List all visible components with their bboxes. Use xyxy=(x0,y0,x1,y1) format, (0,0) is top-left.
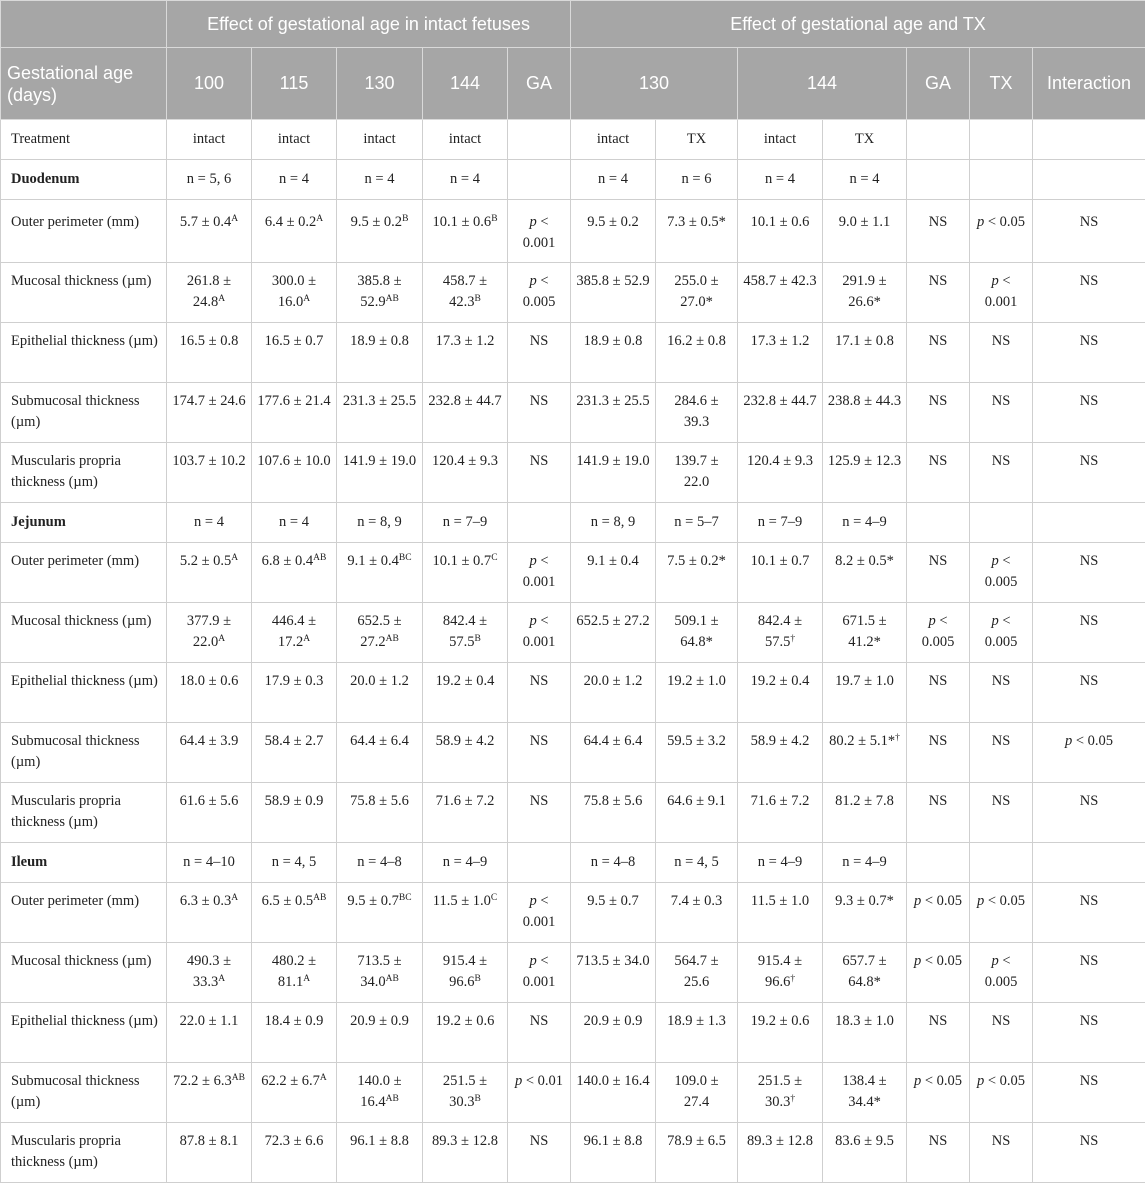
row-label: Treatment xyxy=(1,120,167,160)
table-cell: 107.6 ± 10.0 xyxy=(252,443,337,503)
table-cell: n = 7–9 xyxy=(738,503,823,543)
table-cell: n = 4 xyxy=(252,160,337,200)
table-cell: NS xyxy=(1033,1063,1145,1123)
table-cell: NS xyxy=(907,263,970,323)
table-cell: p < 0.001 xyxy=(508,883,571,943)
row-label: Submucosal thickness (µm) xyxy=(1,383,167,443)
table-cell: 20.9 ± 0.9 xyxy=(337,1003,423,1063)
table-cell: NS xyxy=(970,1123,1033,1183)
table-cell: NS xyxy=(970,723,1033,783)
table-cell: TX xyxy=(823,120,907,160)
table-cell: 81.2 ± 7.8 xyxy=(823,783,907,843)
table-cell xyxy=(907,843,970,883)
table-row xyxy=(1,503,1145,543)
table-cell: 231.3 ± 25.5 xyxy=(571,383,656,443)
table-cell: 89.3 ± 12.8 xyxy=(738,1123,823,1183)
table-row xyxy=(1,160,1145,200)
table-cell: n = 5, 6 xyxy=(167,160,252,200)
table-cell: 7.3 ± 0.5* xyxy=(656,200,738,263)
table-cell: n = 8, 9 xyxy=(337,503,423,543)
table-cell: 10.1 ± 0.6 xyxy=(738,200,823,263)
table-cell: 458.7 ± 42.3 xyxy=(738,263,823,323)
table-cell: $480.2 \pm 81.1^A$ xyxy=(252,943,337,1003)
row-label: Muscularis propria thickness (µm) xyxy=(1,1123,167,1183)
table-cell: NS xyxy=(907,1003,970,1063)
col-header-144-tx: 144 xyxy=(738,48,907,120)
table-cell: NS xyxy=(1033,200,1145,263)
table-cell: 71.6 ± 7.2 xyxy=(738,783,823,843)
table-cell: 19.2 ± 0.4 xyxy=(423,663,508,723)
table-body xyxy=(1,120,1145,1183)
table-cell: 174.7 ± 24.6 xyxy=(167,383,252,443)
table-cell: 8.2 ± 0.5* xyxy=(823,543,907,603)
table-cell: 385.8 ± 52.9 xyxy=(571,263,656,323)
table-cell: NS xyxy=(970,323,1033,383)
table-cell: NS xyxy=(508,323,571,383)
table-cell: 75.8 ± 5.6 xyxy=(337,783,423,843)
table-cell: n = 4–8 xyxy=(571,843,656,883)
table-cell: p < 0.05 xyxy=(907,883,970,943)
table-cell: NS xyxy=(1033,663,1145,723)
table-cell: 58.9 ± 0.9 xyxy=(252,783,337,843)
col-header-ga-tx: GA xyxy=(907,48,970,120)
table-cell: 71.6 ± 7.2 xyxy=(423,783,508,843)
table-cell: NS xyxy=(508,1123,571,1183)
col-header-interaction: Interaction xyxy=(1033,48,1145,120)
table-cell: n = 4, 5 xyxy=(252,843,337,883)
table-cell: 509.1 ± 64.8* xyxy=(656,603,738,663)
table-cell: $6.5 \pm 0.5^{AB}$ xyxy=(252,883,337,943)
table-cell: NS xyxy=(1033,603,1145,663)
table-cell: 18.9 ± 0.8 xyxy=(337,323,423,383)
table-cell: NS xyxy=(907,663,970,723)
table-cell: intact xyxy=(738,120,823,160)
row-label: Outer perimeter (mm) xyxy=(1,543,167,603)
table-cell: 19.2 ± 1.0 xyxy=(656,663,738,723)
table-cell: 671.5 ± 41.2* xyxy=(823,603,907,663)
table-cell: 78.9 ± 6.5 xyxy=(656,1123,738,1183)
table-cell xyxy=(508,503,571,543)
table-cell xyxy=(907,160,970,200)
table-cell xyxy=(1033,843,1145,883)
table-cell: 291.9 ± 26.6* xyxy=(823,263,907,323)
group-header-tx: Effect of gestational age and TX xyxy=(571,1,1145,48)
table-cell: 19.2 ± 0.4 xyxy=(738,663,823,723)
table-cell: 89.3 ± 12.8 xyxy=(423,1123,508,1183)
table-row xyxy=(1,443,1145,503)
col-header-115: 115 xyxy=(252,48,337,120)
table-cell: NS xyxy=(970,663,1033,723)
table-cell: p < 0.001 xyxy=(508,943,571,1003)
gestational-age-header: Gestational age (days) xyxy=(1,48,167,120)
row-label: Submucosal thickness (µm) xyxy=(1,723,167,783)
table-row xyxy=(1,603,1145,663)
row-label: Muscularis propria thickness (µm) xyxy=(1,443,167,503)
row-label: Muscularis propria thickness (µm) xyxy=(1,783,167,843)
table-cell: n = 4 xyxy=(252,503,337,543)
table-cell: 17.1 ± 0.8 xyxy=(823,323,907,383)
header-corner xyxy=(1,1,167,48)
table-cell: 58.9 ± 4.2 xyxy=(423,723,508,783)
table-cell: n = 4–9 xyxy=(823,503,907,543)
table-cell: NS xyxy=(907,323,970,383)
table-cell xyxy=(970,120,1033,160)
table-cell: $5.2 \pm 0.5^A$ xyxy=(167,543,252,603)
table-cell: p < 0.005 xyxy=(907,603,970,663)
table-cell: 17.3 ± 1.2 xyxy=(738,323,823,383)
table-cell: 9.5 ± 0.2 xyxy=(571,200,656,263)
table-cell: 80.2 ± 5.1*† xyxy=(823,723,907,783)
table-cell xyxy=(1033,503,1145,543)
table-cell: 103.7 ± 10.2 xyxy=(167,443,252,503)
table-cell: NS xyxy=(1033,943,1145,1003)
section-label: Jejunum xyxy=(1,503,167,543)
table-cell: intact xyxy=(423,120,508,160)
table-cell: n = 5–7 xyxy=(656,503,738,543)
table-cell: 177.6 ± 21.4 xyxy=(252,383,337,443)
table-cell: n = 4–9 xyxy=(738,843,823,883)
table-cell: 140.0 ± 16.4 xyxy=(571,1063,656,1123)
table-cell: $300.0 \pm 16.0^A$ xyxy=(252,263,337,323)
row-label: Epithelial thickness (µm) xyxy=(1,323,167,383)
table-cell: 120.4 ± 9.3 xyxy=(423,443,508,503)
table-cell: n = 4–8 xyxy=(337,843,423,883)
table-cell: n = 4 xyxy=(823,160,907,200)
table-cell: n = 4–10 xyxy=(167,843,252,883)
section-label: Ileum xyxy=(1,843,167,883)
table-cell: 18.9 ± 1.3 xyxy=(656,1003,738,1063)
table-cell: p < 0.05 xyxy=(970,1063,1033,1123)
table-cell: 96.1 ± 8.8 xyxy=(571,1123,656,1183)
table-row xyxy=(1,263,1145,323)
table-cell: $251.5 \pm 30.3^B$ xyxy=(423,1063,508,1123)
table-cell: 58.9 ± 4.2 xyxy=(738,723,823,783)
table-cell: p < 0.05 xyxy=(907,1063,970,1123)
table-cell: $72.2 \pm 6.3^{AB}$ xyxy=(167,1063,252,1123)
table-cell: NS xyxy=(508,723,571,783)
row-label: Epithelial thickness (µm) xyxy=(1,663,167,723)
table-header xyxy=(1,1,1145,120)
table-row xyxy=(1,200,1145,263)
table-cell: 657.7 ± 64.8* xyxy=(823,943,907,1003)
table-cell: 64.4 ± 6.4 xyxy=(337,723,423,783)
col-header-ga-intact: GA xyxy=(508,48,571,120)
table-cell: 20.0 ± 1.2 xyxy=(571,663,656,723)
table-cell: 9.3 ± 0.7* xyxy=(823,883,907,943)
table-cell: 17.9 ± 0.3 xyxy=(252,663,337,723)
table-cell: p < 0.005 xyxy=(970,603,1033,663)
table-cell: 915.4 ± 96.6† xyxy=(738,943,823,1003)
table-cell: $377.9 \pm 22.0^A$ xyxy=(167,603,252,663)
table-cell: $652.5 \pm 27.2^{AB}$ xyxy=(337,603,423,663)
table-cell: 255.0 ± 27.0* xyxy=(656,263,738,323)
table-cell: $9.5 \pm 0.2^B$ xyxy=(337,200,423,263)
table-cell: 87.8 ± 8.1 xyxy=(167,1123,252,1183)
table-cell: n = 6 xyxy=(656,160,738,200)
table-cell: p < 0.005 xyxy=(970,943,1033,1003)
table-cell: NS xyxy=(1033,883,1145,943)
table-cell: NS xyxy=(508,783,571,843)
table-cell: 20.9 ± 0.9 xyxy=(571,1003,656,1063)
table-cell: 61.6 ± 5.6 xyxy=(167,783,252,843)
table-cell: NS xyxy=(970,783,1033,843)
table-cell: NS xyxy=(970,1003,1033,1063)
table-cell: intact xyxy=(167,120,252,160)
table-cell: NS xyxy=(1033,543,1145,603)
table-row xyxy=(1,323,1145,383)
table-cell: 9.1 ± 0.4 xyxy=(571,543,656,603)
col-header-130-tx: 130 xyxy=(571,48,738,120)
table-cell: 11.5 ± 1.0 xyxy=(738,883,823,943)
table-cell: p < 0.05 xyxy=(907,943,970,1003)
table-cell: n = 8, 9 xyxy=(571,503,656,543)
table-cell: NS xyxy=(1033,783,1145,843)
table-cell: NS xyxy=(508,443,571,503)
table-cell: intact xyxy=(337,120,423,160)
table-cell: 7.5 ± 0.2* xyxy=(656,543,738,603)
table-cell: $9.5 \pm 0.7^{BC}$ xyxy=(337,883,423,943)
table-cell: 19.2 ± 0.6 xyxy=(423,1003,508,1063)
table-cell: 141.9 ± 19.0 xyxy=(571,443,656,503)
row-label: Mucosal thickness (µm) xyxy=(1,603,167,663)
table-cell: NS xyxy=(1033,443,1145,503)
table-cell: NS xyxy=(508,663,571,723)
table-cell: 18.4 ± 0.9 xyxy=(252,1003,337,1063)
table-row xyxy=(1,943,1145,1003)
table-row xyxy=(1,120,1145,160)
row-label: Epithelial thickness (µm) xyxy=(1,1003,167,1063)
table-cell: p < 0.05 xyxy=(1033,723,1145,783)
table-cell: 232.8 ± 44.7 xyxy=(738,383,823,443)
table-cell: 18.9 ± 0.8 xyxy=(571,323,656,383)
table-cell: 16.2 ± 0.8 xyxy=(656,323,738,383)
row-label: Mucosal thickness (µm) xyxy=(1,943,167,1003)
table-cell: $385.8 \pm 52.9^{AB}$ xyxy=(337,263,423,323)
table-cell: $62.2 \pm 6.7^A$ xyxy=(252,1063,337,1123)
table-cell: 83.6 ± 9.5 xyxy=(823,1123,907,1183)
table-cell: 19.7 ± 1.0 xyxy=(823,663,907,723)
table-cell: NS xyxy=(1033,1003,1145,1063)
table-cell: p < 0.005 xyxy=(508,263,571,323)
table-cell: 19.2 ± 0.6 xyxy=(738,1003,823,1063)
table-cell: n = 4, 5 xyxy=(656,843,738,883)
table-row xyxy=(1,1003,1145,1063)
table-cell: p < 0.05 xyxy=(970,883,1033,943)
table-cell: intact xyxy=(571,120,656,160)
table-cell: 139.7 ± 22.0 xyxy=(656,443,738,503)
table-cell: $10.1 \pm 0.6^B$ xyxy=(423,200,508,263)
table-cell: 64.6 ± 9.1 xyxy=(656,783,738,843)
table-cell: p < 0.05 xyxy=(970,200,1033,263)
table-cell: $490.3 \pm 33.3^A$ xyxy=(167,943,252,1003)
col-header-144: 144 xyxy=(423,48,508,120)
table-cell: $140.0 \pm 16.4^{AB}$ xyxy=(337,1063,423,1123)
table-cell xyxy=(508,160,571,200)
table-cell: NS xyxy=(907,783,970,843)
table-cell: 9.5 ± 0.7 xyxy=(571,883,656,943)
table-cell: 59.5 ± 3.2 xyxy=(656,723,738,783)
table-cell: $10.1 \pm 0.7^C$ xyxy=(423,543,508,603)
table-cell: 7.4 ± 0.3 xyxy=(656,883,738,943)
table-cell: NS xyxy=(907,723,970,783)
table-cell: TX xyxy=(656,120,738,160)
table-cell: NS xyxy=(508,1003,571,1063)
table-row xyxy=(1,543,1145,603)
row-label: Outer perimeter (mm) xyxy=(1,200,167,263)
table-cell: NS xyxy=(907,543,970,603)
table-cell xyxy=(508,120,571,160)
table-cell: 564.7 ± 25.6 xyxy=(656,943,738,1003)
table-cell: n = 4 xyxy=(738,160,823,200)
table-cell: NS xyxy=(1033,323,1145,383)
table-cell xyxy=(970,843,1033,883)
table-cell: $261.8 \pm 24.8^A$ xyxy=(167,263,252,323)
table-cell: n = 4–9 xyxy=(823,843,907,883)
table-cell: 109.0 ± 27.4 xyxy=(656,1063,738,1123)
table-cell: intact xyxy=(252,120,337,160)
table-cell: NS xyxy=(1033,1123,1145,1183)
table-cell: $446.4 \pm 17.2^A$ xyxy=(252,603,337,663)
table-cell: NS xyxy=(907,443,970,503)
table-cell: 75.8 ± 5.6 xyxy=(571,783,656,843)
table-cell: 120.4 ± 9.3 xyxy=(738,443,823,503)
table-cell: 9.0 ± 1.1 xyxy=(823,200,907,263)
table-cell: $5.7 \pm 0.4^A$ xyxy=(167,200,252,263)
table-cell: 652.5 ± 27.2 xyxy=(571,603,656,663)
table-cell: NS xyxy=(1033,263,1145,323)
table-cell: 18.3 ± 1.0 xyxy=(823,1003,907,1063)
table-cell xyxy=(1033,160,1145,200)
table-cell: 20.0 ± 1.2 xyxy=(337,663,423,723)
table-cell xyxy=(970,503,1033,543)
table-row xyxy=(1,663,1145,723)
table-cell: 64.4 ± 3.9 xyxy=(167,723,252,783)
table-cell: $713.5 \pm 34.0^{AB}$ xyxy=(337,943,423,1003)
table-cell: 96.1 ± 8.8 xyxy=(337,1123,423,1183)
table-cell: NS xyxy=(970,383,1033,443)
col-header-tx: TX xyxy=(970,48,1033,120)
row-label: Outer perimeter (mm) xyxy=(1,883,167,943)
table-cell: 232.8 ± 44.7 xyxy=(423,383,508,443)
table-cell: 138.4 ± 34.4* xyxy=(823,1063,907,1123)
table-cell: p < 0.01 xyxy=(508,1063,571,1123)
table-cell: p < 0.001 xyxy=(970,263,1033,323)
table-cell: n = 4 xyxy=(167,503,252,543)
table-cell: $915.4 \pm 96.6^B$ xyxy=(423,943,508,1003)
table-cell: 22.0 ± 1.1 xyxy=(167,1003,252,1063)
table-cell: p < 0.001 xyxy=(508,200,571,263)
table-row xyxy=(1,723,1145,783)
table-row xyxy=(1,1123,1145,1183)
table-cell: n = 4 xyxy=(337,160,423,200)
table-cell: 251.5 ± 30.3† xyxy=(738,1063,823,1123)
row-label: Submucosal thickness (µm) xyxy=(1,1063,167,1123)
table-row xyxy=(1,1063,1145,1123)
table-row xyxy=(1,783,1145,843)
table-cell xyxy=(970,160,1033,200)
table-cell xyxy=(907,120,970,160)
group-header-intact: Effect of gestational age in intact fetuses xyxy=(167,1,571,48)
table-row xyxy=(1,383,1145,443)
table-cell: 72.3 ± 6.6 xyxy=(252,1123,337,1183)
table-cell: p < 0.005 xyxy=(970,543,1033,603)
table-cell: NS xyxy=(907,200,970,263)
table-cell xyxy=(508,843,571,883)
table-cell: 284.6 ± 39.3 xyxy=(656,383,738,443)
table-cell: $842.4 \pm 57.5^B$ xyxy=(423,603,508,663)
section-label: Duodenum xyxy=(1,160,167,200)
table-cell: $9.1 \pm 0.4^{BC}$ xyxy=(337,543,423,603)
table-cell: $6.8 \pm 0.4^{AB}$ xyxy=(252,543,337,603)
row-label: Mucosal thickness (µm) xyxy=(1,263,167,323)
table-cell: n = 4 xyxy=(423,160,508,200)
table-cell: $6.4 \pm 0.2^A$ xyxy=(252,200,337,263)
table-cell: 16.5 ± 0.8 xyxy=(167,323,252,383)
table-cell: 17.3 ± 1.2 xyxy=(423,323,508,383)
table-cell xyxy=(1033,120,1145,160)
table-cell: NS xyxy=(508,383,571,443)
col-header-100: 100 xyxy=(167,48,252,120)
table-cell: 231.3 ± 25.5 xyxy=(337,383,423,443)
table-cell: p < 0.001 xyxy=(508,543,571,603)
table-cell: n = 4–9 xyxy=(423,843,508,883)
table-row xyxy=(1,883,1145,943)
table-cell: 58.4 ± 2.7 xyxy=(252,723,337,783)
table-cell: $6.3 \pm 0.3^A$ xyxy=(167,883,252,943)
table-cell: n = 7–9 xyxy=(423,503,508,543)
table-cell: n = 4 xyxy=(571,160,656,200)
table-cell: NS xyxy=(907,1123,970,1183)
table-cell: 16.5 ± 0.7 xyxy=(252,323,337,383)
table-cell: 141.9 ± 19.0 xyxy=(337,443,423,503)
table-cell: NS xyxy=(970,443,1033,503)
table-cell: 713.5 ± 34.0 xyxy=(571,943,656,1003)
table-cell: p < 0.001 xyxy=(508,603,571,663)
col-header-130: 130 xyxy=(337,48,423,120)
table-cell: $458.7 \pm 42.3^B$ xyxy=(423,263,508,323)
table-cell: $11.5 \pm 1.0^C$ xyxy=(423,883,508,943)
table-row xyxy=(1,843,1145,883)
table-cell: 125.9 ± 12.3 xyxy=(823,443,907,503)
table-cell: NS xyxy=(1033,383,1145,443)
table-cell: 10.1 ± 0.7 xyxy=(738,543,823,603)
table-cell: 64.4 ± 6.4 xyxy=(571,723,656,783)
table-cell: 18.0 ± 0.6 xyxy=(167,663,252,723)
table-cell: 842.4 ± 57.5† xyxy=(738,603,823,663)
table-cell: 238.8 ± 44.3 xyxy=(823,383,907,443)
table-cell: NS xyxy=(907,383,970,443)
table-cell xyxy=(907,503,970,543)
